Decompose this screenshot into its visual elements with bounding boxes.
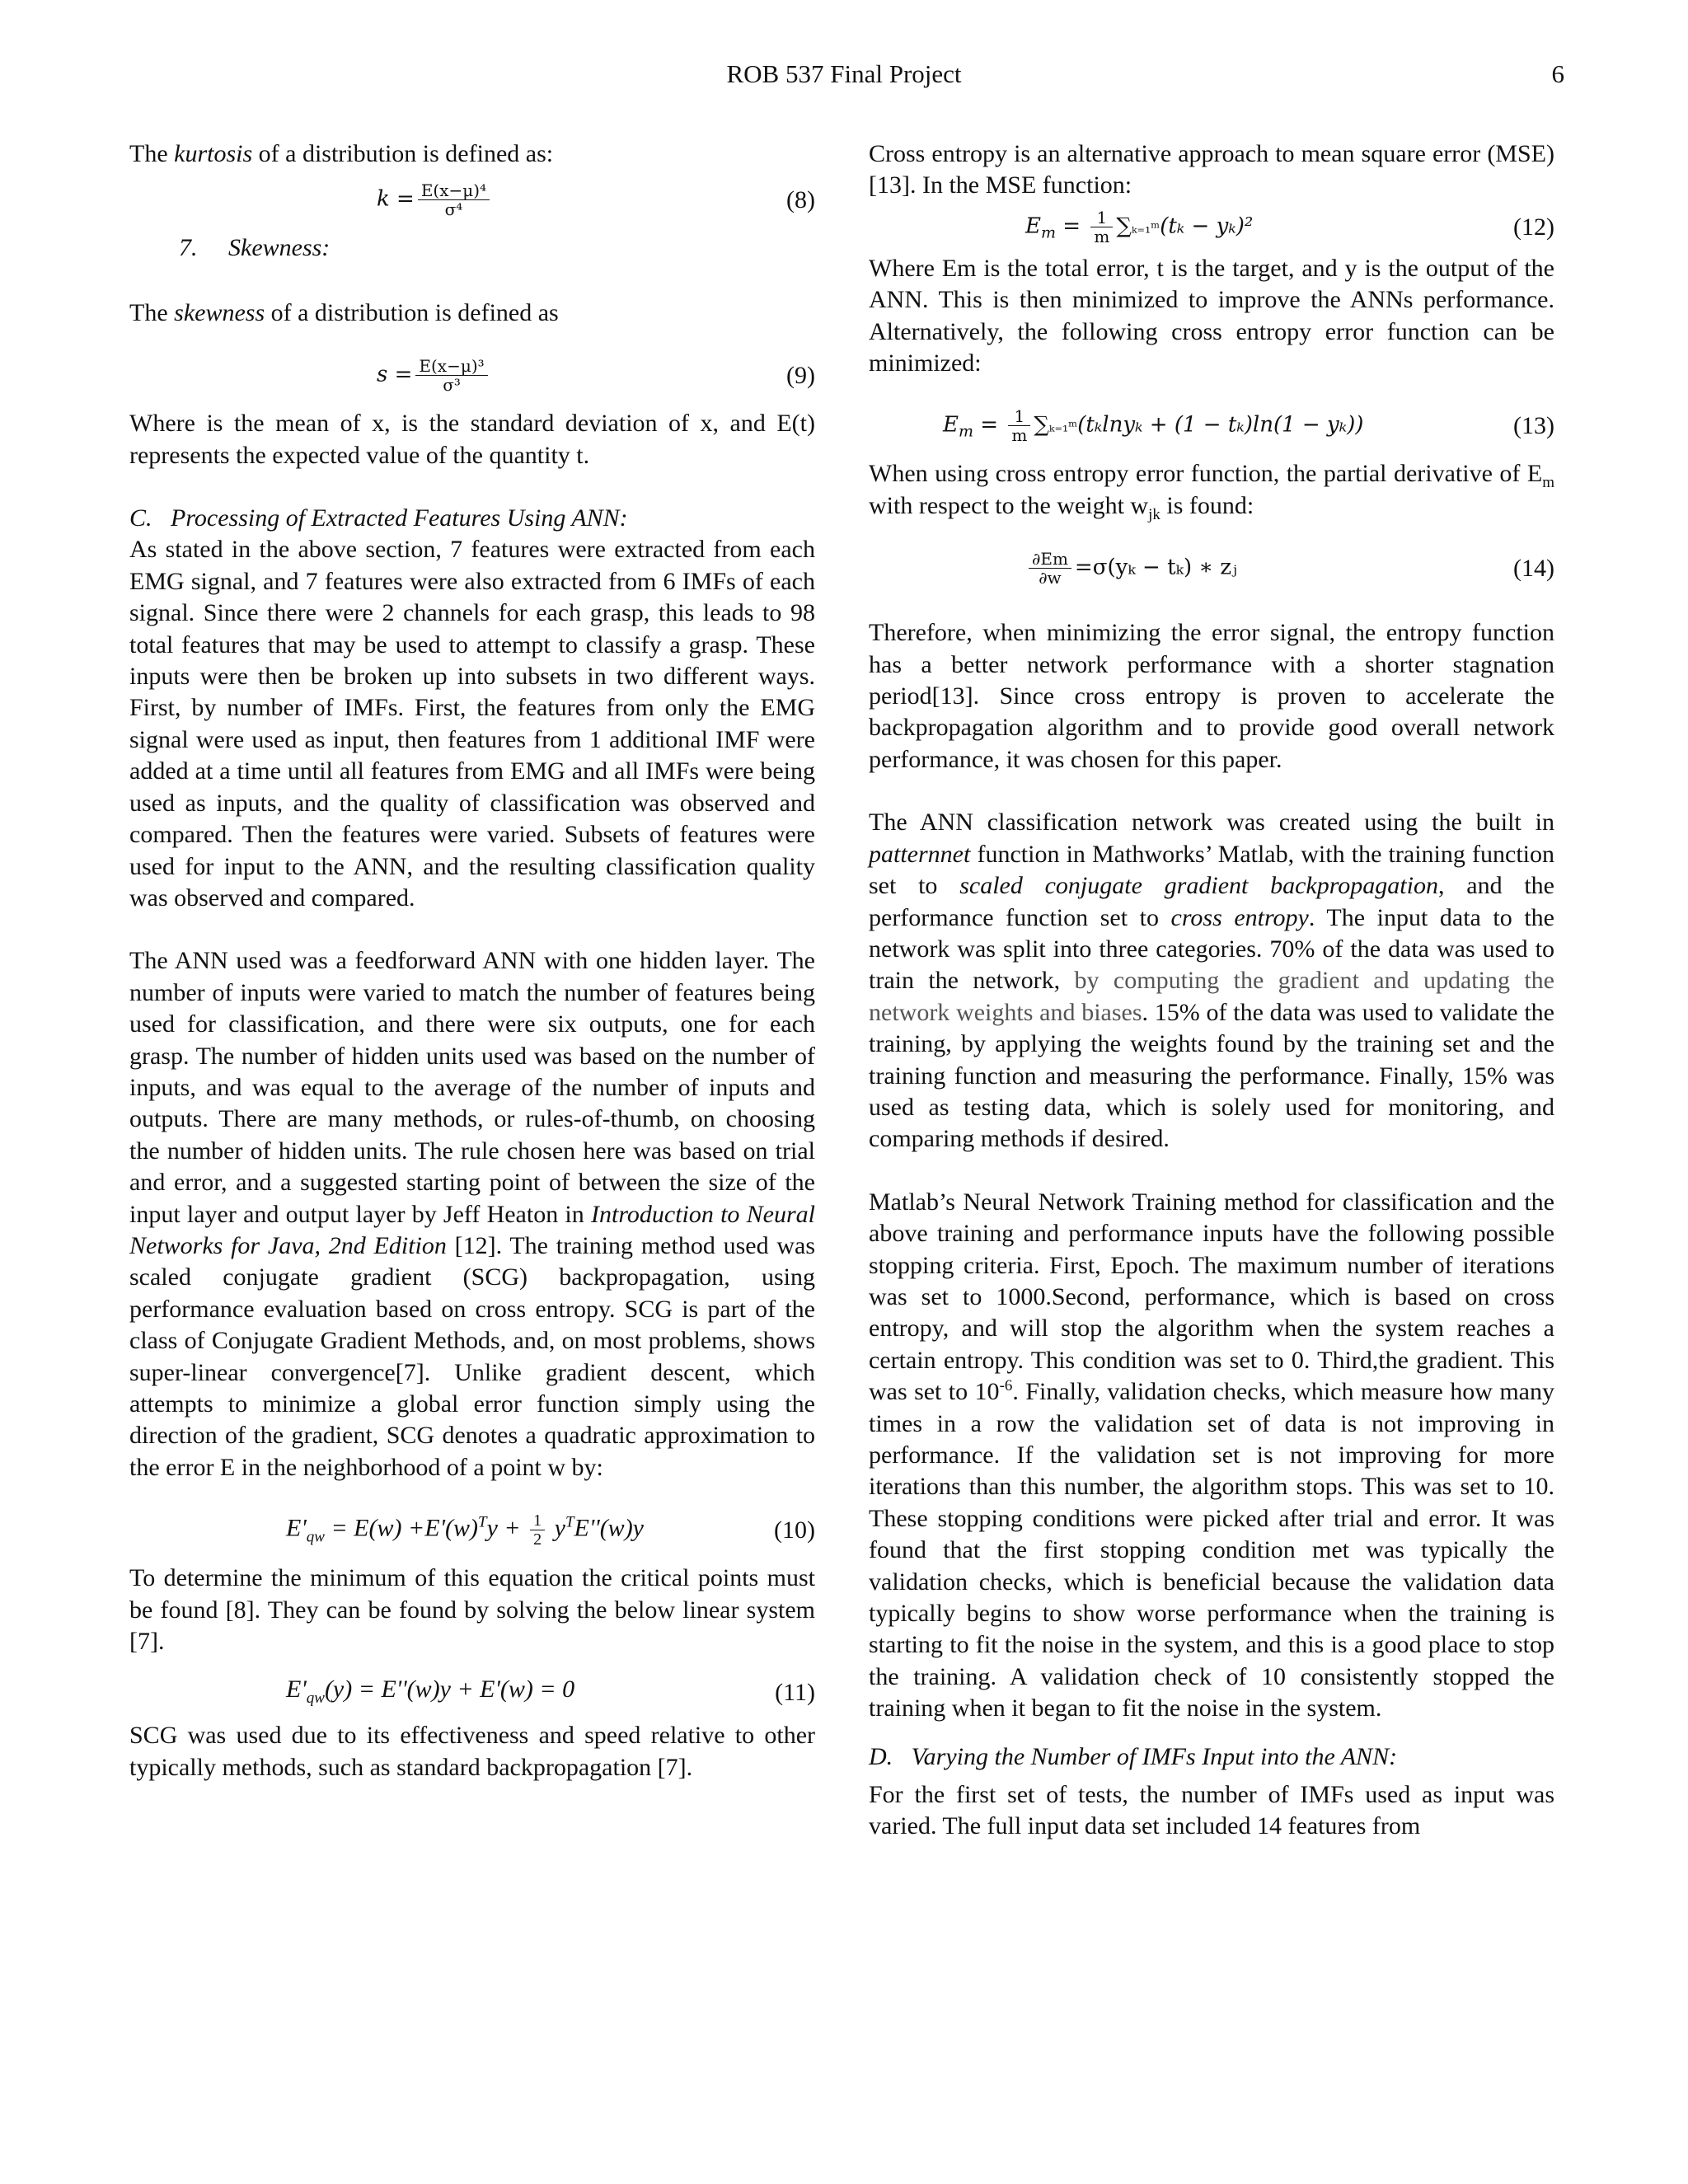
equation-14: $\frac{\partial Em}{\partial w}$ =σ(yₖ − tₖ) ∗ zⱼ (14) xyxy=(869,538,1554,601)
equation-12: $E_m$ = $\frac{1}{m}$ ∑ₖ₌₁ᵐ(tₖ − yₖ)² (12) xyxy=(1025,207,1554,246)
paragraph: Cross entropy is an alternative approach to mean square error (MSE) [13]. In the MSE function: xyxy=(869,140,1554,199)
section-heading-c: C. Processing of Extracted Features Using ANN: xyxy=(129,504,628,532)
equation-13: $E_m$ = $\frac{1}{m}$ ∑ₖ₌₁ᵐ(tₖlnyₖ + (1 − tₖ)ln(1 − yₖ)) (13) xyxy=(943,406,1554,446)
list-item-skewness: 7. Skewness: xyxy=(179,234,331,262)
running-header: ROB 537 Final Project xyxy=(726,59,962,88)
right-column xyxy=(869,138,1554,1843)
paragraph: Therefore, when minimizing the error signal, the entropy function has a better network performance with a shorter stagnation period[13]. Since cross entropy is proven to accelerate the backpropagation algorithm and to provide good overall network performance, it was chosen for this paper. xyxy=(869,619,1554,773)
section-heading-d: D. Varying the Number of IMFs Input into the ANN: xyxy=(869,1742,1398,1770)
where-paragraph: Where is the mean of x, is the standard deviation of x, and E(t) represents the expected value of the quantity t. xyxy=(129,410,815,469)
equation-10: $E'_{qw} = E(w) +E'(w)^Ty$ + $\frac{1}{2}$ $y^TE''(w)y$ (10) xyxy=(286,1511,815,1549)
paragraph: When using cross entropy error function, the partial derivative of $E_m$ with respect to the weight $w_{jk}$ is found: xyxy=(869,460,1554,523)
skewness-intro: The skewness of a distribution is defined as xyxy=(129,298,559,326)
paragraph: The ANN classification network was created using the built in patternnet function in Mathworks’ Matlab, with the training function set to scaled conjugate gradient backpropagation, and the performance function set to cross entropy. The input data to the network was split into three categories. 70% of the data was used to train the network, by computing the gradient and updating the network weights and biases. 15% of the data was used to validate the training, by applying the weights found by the training set and the training function and measuring the performance. Finally, 15% was used as testing data, which is solely used for monitoring, and comparing methods if desired. xyxy=(869,808,1554,1153)
equation-11: $E'_{qw}(y) = E''(w)y + E'(w) = 0$ (11) xyxy=(286,1675,815,1708)
paragraph: SCG was used due to its effectiveness and speed relative to other typically methods, such as standard backpropagation [7]. xyxy=(129,1722,815,1781)
paragraph: Where Em is the total error, t is the target, and y is the output of the ANN. This is then minimized to improve the ANNs performance. Alternatively, the following cross entropy error function can be minimized: xyxy=(869,254,1554,377)
paragraph: For the first set of tests, the number of IMFs used as input was varied. The full input data set included 14 features from xyxy=(869,1781,1554,1840)
paragraph: The ANN used was a feedforward ANN with one hidden layer. The number of inputs were varied to match the number of features being used for classification, and there were six outputs, one for each grasp. The number of hidden units used was based on the number of inputs, and was equal to the average of the number of inputs and outputs. There are many methods, or rules-of-thumb, on choosing the number of hidden units. The rule chosen here was based on trial and error, and a suggested starting point of between the size of the input layer and output layer by Jeff Heaton in Introduction to Neural Networks for Java, 2nd Edition [12]. The training method used was scaled conjugate gradient (SCG) backpropagation, using performance evaluation based on cross entropy. SCG is part of the class of Conjugate Gradient Methods, and, on most problems, shows super-linear convergence[7]. Unlike gradient descent, which attempts to minimize a global error function simply using the direction of the gradient, SCG denotes a quadratic approximation to the error E in the neighborhood of a point w by: xyxy=(129,947,815,1481)
equation-9: s = $\frac{\text{E(x−μ)³}}{\text{σ³}}$ (9) xyxy=(377,356,815,396)
paragraph: To determine the minimum of this equation the critical points must be found [8]. They can be found by solving the below linear system [7]. xyxy=(129,1564,815,1656)
page-number: 6 xyxy=(1551,59,1564,88)
paragraph: As stated in the above section, 7 features were extracted from each EMG signal, and 7 features were also extracted from 6 IMFs of each signal. Since there were 2 channels for each grasp, this leads to 98 total features that may be used to attempt to classify a grasp. These inputs were then be broken up into subsets in two different ways. First, by number of IMFs. First, the features from only the EMG signal were used as input, then features from 1 additional IMF were added at a time until all features from EMG and all IMFs were being used as inputs, and the quality of classification was observed and compared. Then the features were varied. Subsets of features were used for input to the ANN, and the resulting classification quality was observed and compared. xyxy=(129,536,815,912)
paragraph: Matlab’s Neural Network Training method for classification and the above training and performance inputs have the following possible stopping criteria. First, Epoch. The maximum number of iterations was set to 1000.Second, performance, which is based on cross entropy, and will stop the algorithm when the system reaches a certain entropy. This condition was set to 0. Third,the gradient. This was set to $10^{-6}$. Finally, validation checks, which measure how many times in a row the validation set of data is not improving in performance. If the validation set is not improving for more iterations than this number, the algorithm stops. This was set to 10. These stopping conditions were picked after trial and error. It was found that the first stopping condition met was typically the validation checks, which is beneficial because the validation data typically begins to show worse performance when the training is starting to fit the noise in the system, and this is a good place to stop the training. A validation check of 10 consistently stopped the training when it began to fit the noise in the system. xyxy=(869,1188,1554,1722)
left-column xyxy=(129,138,815,1783)
equation-8: k = $\frac{\text{E(x−μ)⁴}}{\text{σ⁴}}$ (8) xyxy=(377,180,815,220)
kurtosis-intro: The kurtosis of a distribution is defined as: xyxy=(129,140,554,167)
